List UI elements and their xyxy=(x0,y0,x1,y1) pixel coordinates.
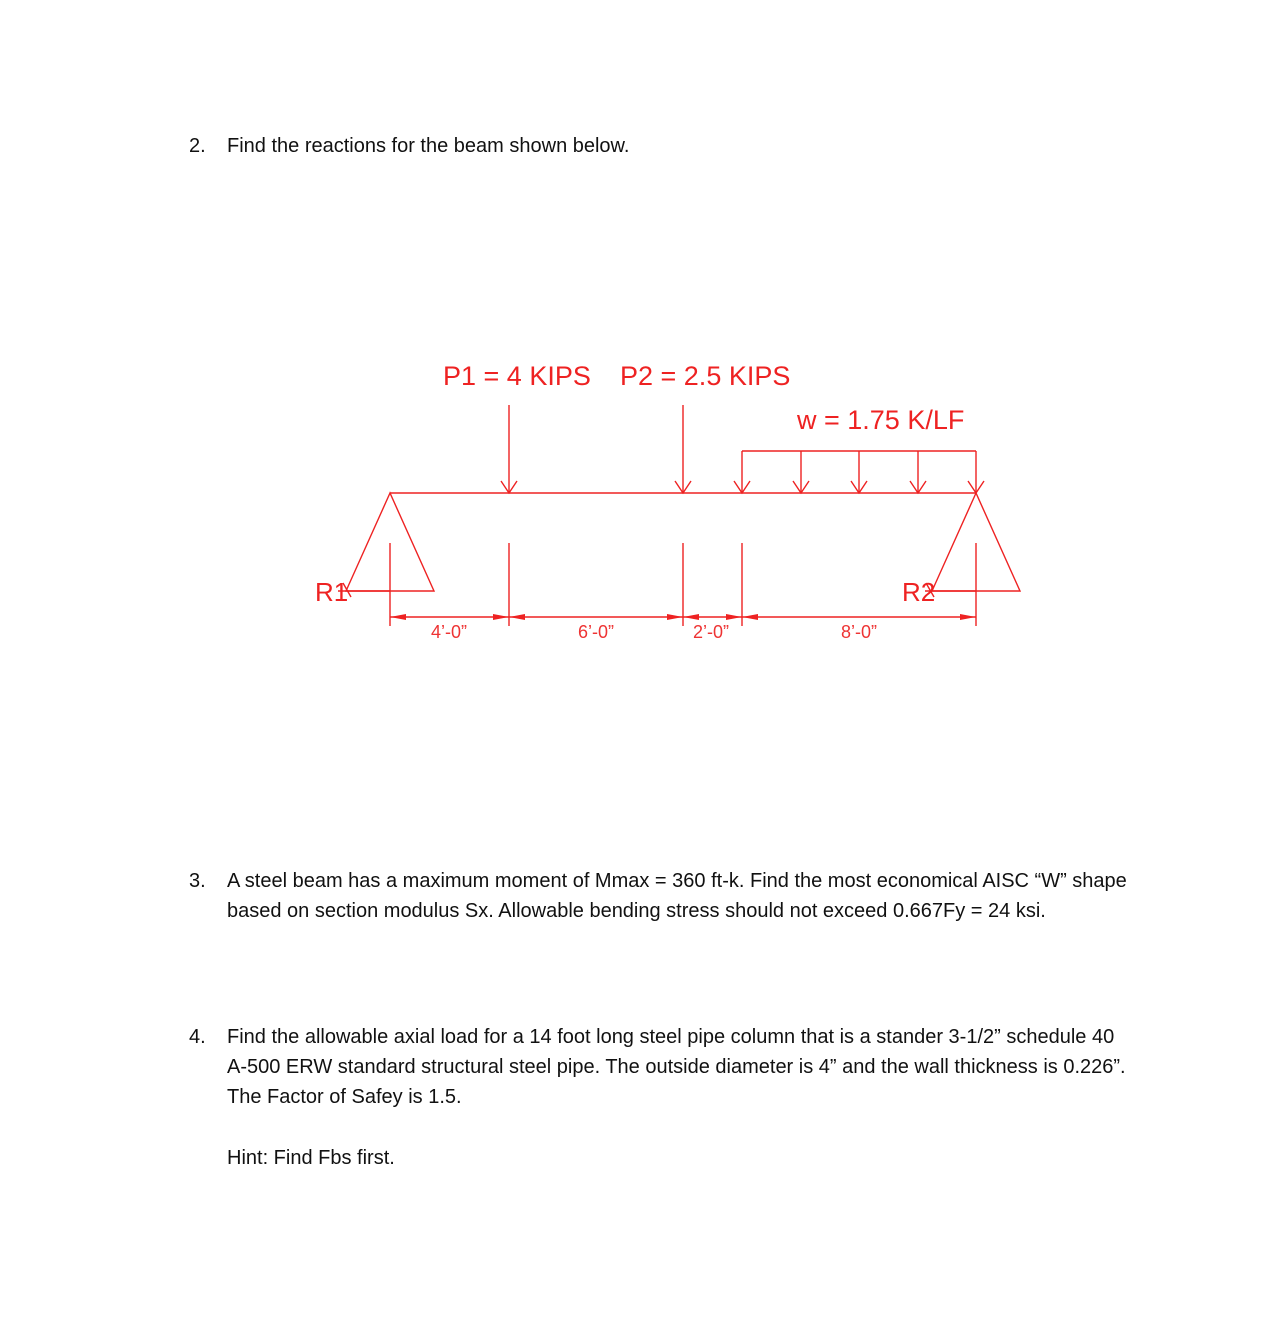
r2-label: R2 xyxy=(902,577,936,607)
question-3-text: A steel beam has a maximum moment of Mmax = 360 ft-k. Find the most economical AISC “W” shape based on section modulus Sx. Allowable bending stress should not exceed 0.667Fy = 24 ksi. xyxy=(227,870,1127,922)
dimension-label-3: 2’-0” xyxy=(692,622,730,642)
question-4 xyxy=(189,1022,1149,1118)
question-4-number: 4. xyxy=(189,1026,206,1048)
dimension-label-1: 4’-0” xyxy=(430,622,468,642)
distributed-load xyxy=(734,451,984,493)
p2-arrow xyxy=(675,405,691,493)
p1-load-label: P1 = 4 KIPS xyxy=(443,361,591,391)
p2-load-label: P2 = 2.5 KIPS xyxy=(620,361,791,391)
question-4-text: Find the allowable axial load for a 14 foot long steel pipe column that is a stander 3-1/2” schedule 40 A-500 ERW standard structural steel pipe. The outside diameter is 4” and the wall thickness is 0.226”. The Factor of Safey is 1.5. xyxy=(227,1026,1126,1108)
dimension-label-2: 6’-0” xyxy=(577,622,615,642)
question-3 xyxy=(189,866,1149,962)
distributed-load-label: w = 1.75 K/LF xyxy=(797,405,965,435)
r1-label: R1 xyxy=(315,577,349,607)
question-3-number: 3. xyxy=(189,870,206,892)
dimension-extension-lines xyxy=(390,543,976,626)
question-2-number: 2. xyxy=(189,135,206,157)
question-2-text: Find the reactions for the beam shown below. xyxy=(227,135,630,157)
p1-arrow xyxy=(501,405,517,493)
question-4-hint: Hint: Find Fbs first. xyxy=(227,1147,395,1169)
dimension-label-4: 8’-0” xyxy=(840,622,878,642)
